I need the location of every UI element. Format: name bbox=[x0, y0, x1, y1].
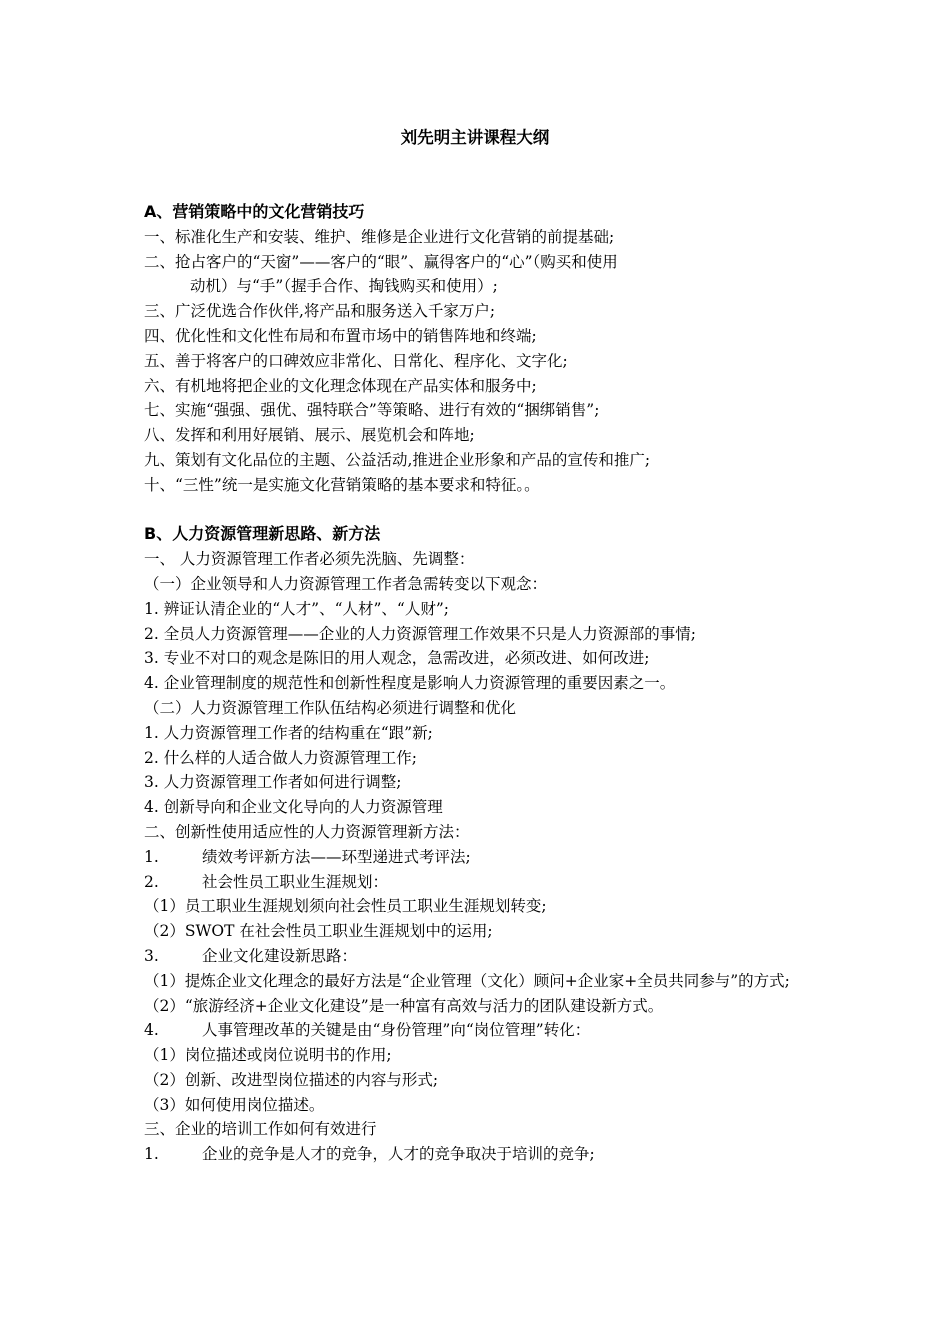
section-b-line: 3. 专业不对口的观念是陈旧的用人观念，急需改进，必须改进、如何改进; bbox=[144, 649, 650, 668]
document-body bbox=[144, 200, 814, 1167]
section-b-line: 4. 企业管理制度的规范性和创新性程度是影响人力资源管理的重要因素之一。 bbox=[144, 674, 676, 693]
section-b-line: （2）“旅游经济+企业文化建设”是一种富有高效与活力的团队建设新方式。 bbox=[144, 996, 664, 1015]
section-a-item: 四、优化性和文化性布局和布置市场中的销售阵地和终端; bbox=[144, 326, 537, 345]
line-text: 绩效考评新方法——环型递进式考评法; bbox=[202, 847, 471, 866]
line-text: 企业文化建设新思路： bbox=[202, 946, 358, 965]
section-b-line: （一）企业领导和人力资源管理工作者急需转变以下观念： bbox=[144, 574, 548, 593]
section-b-line: 三、企业的培训工作如何有效进行 bbox=[144, 1120, 377, 1139]
section-a-item: 九、策划有文化品位的主题、公益活动,推进企业形象和产品的宣传和推广; bbox=[144, 450, 651, 469]
line-number: 4. bbox=[144, 1021, 159, 1040]
line-text: 社会性员工职业生涯规划： bbox=[202, 872, 389, 891]
section-b-line: （1）员工职业生涯规划须向社会性员工职业生涯规划转变; bbox=[144, 897, 547, 916]
numbered-line bbox=[144, 1142, 814, 1167]
line-number: 3. bbox=[144, 946, 159, 965]
section-a-item: 一、标准化生产和安装、维护、维修是企业进行文化营销的前提基础; bbox=[144, 227, 615, 246]
section-a-item: 五、善于将客户的口碑效应非常化、日常化、程序化、文字化; bbox=[144, 351, 568, 370]
section-b-line: （1）岗位描述或岗位说明书的作用; bbox=[144, 1046, 392, 1065]
section-a-item: 十、“三性”统一是实施文化营销策略的基本要求和特征。。 bbox=[144, 475, 540, 494]
section-b-line: 一、 人力资源管理工作者必须先洗脑、先调整： bbox=[144, 550, 475, 569]
section-b-line: 2. 什么样的人适合做人力资源管理工作; bbox=[144, 748, 417, 767]
numbered-line bbox=[144, 870, 814, 895]
section-b-line: （2）SWOT 在社会性员工职业生涯规划中的运用; bbox=[144, 922, 493, 941]
section-a-item: 七、实施“强强、强优、强特联合”等策略、进行有效的“捆绑销售”; bbox=[144, 401, 600, 420]
section-b-line: 2. 全员人力资源管理——企业的人力资源管理工作效果不只是人力资源部的事情; bbox=[144, 624, 696, 643]
section-a-item: 二、抢占客户的“天窗”——客户的“眼”、赢得客户的“心”（购买和使用 bbox=[144, 252, 618, 271]
line-number: 1. bbox=[144, 1145, 159, 1164]
section-a-item-continuation: 动机）与“手”（握手合作、掏钱购买和使用）; bbox=[190, 277, 498, 296]
section-b-line: 3. 人力资源管理工作者如何进行调整; bbox=[144, 773, 402, 792]
section-spacer bbox=[144, 498, 814, 523]
section-a-heading: A、营销策略中的文化营销技巧 bbox=[144, 202, 365, 221]
section-b-line: 1. 人力资源管理工作者的结构重在“跟”新; bbox=[144, 723, 433, 742]
section-a-item: 三、广泛优选合作伙伴,将产品和服务送入千家万户; bbox=[144, 302, 496, 321]
section-b-line: 4. 创新导向和企业文化导向的人力资源管理 bbox=[144, 798, 443, 817]
document-title: 刘先明主讲课程大纲 bbox=[400, 128, 550, 147]
section-a-item: 八、发挥和利用好展销、展示、展览机会和阵地; bbox=[144, 426, 475, 445]
section-b-line: （2）创新、改进型岗位描述的内容与形式; bbox=[144, 1070, 439, 1089]
section-a-item: 六、有机地将把企业的文化理念体现在产品实体和服务中; bbox=[144, 376, 537, 395]
section-b-line: （3）如何使用岗位描述。 bbox=[144, 1095, 325, 1114]
line-number: 2. bbox=[144, 872, 159, 891]
section-b-heading: B、人力资源管理新思路、新方法 bbox=[144, 524, 381, 544]
section-b-line: （二）人力资源管理工作队伍结构必须进行调整和优化 bbox=[144, 698, 517, 717]
numbered-line bbox=[144, 944, 814, 969]
line-text: 企业的竞争是人才的竞争，人才的竞争取决于培训的竞争; bbox=[202, 1145, 595, 1164]
line-number: 1. bbox=[144, 847, 159, 866]
section-b-line: 二、创新性使用适应性的人力资源管理新方法： bbox=[144, 822, 470, 841]
numbered-line bbox=[144, 845, 814, 870]
numbered-line bbox=[144, 1018, 814, 1043]
section-b-line: 1. 辨证认清企业的“人才”、“人材”、“人财”; bbox=[144, 599, 449, 618]
section-b-line: （1）提炼企业文化理念的最好方法是“企业管理（文化）顾问+企业家+全员共同参与”的方式; bbox=[144, 971, 790, 990]
line-text: 人事管理改革的关键是由“身份管理”向“岗位管理”转化： bbox=[202, 1021, 591, 1040]
